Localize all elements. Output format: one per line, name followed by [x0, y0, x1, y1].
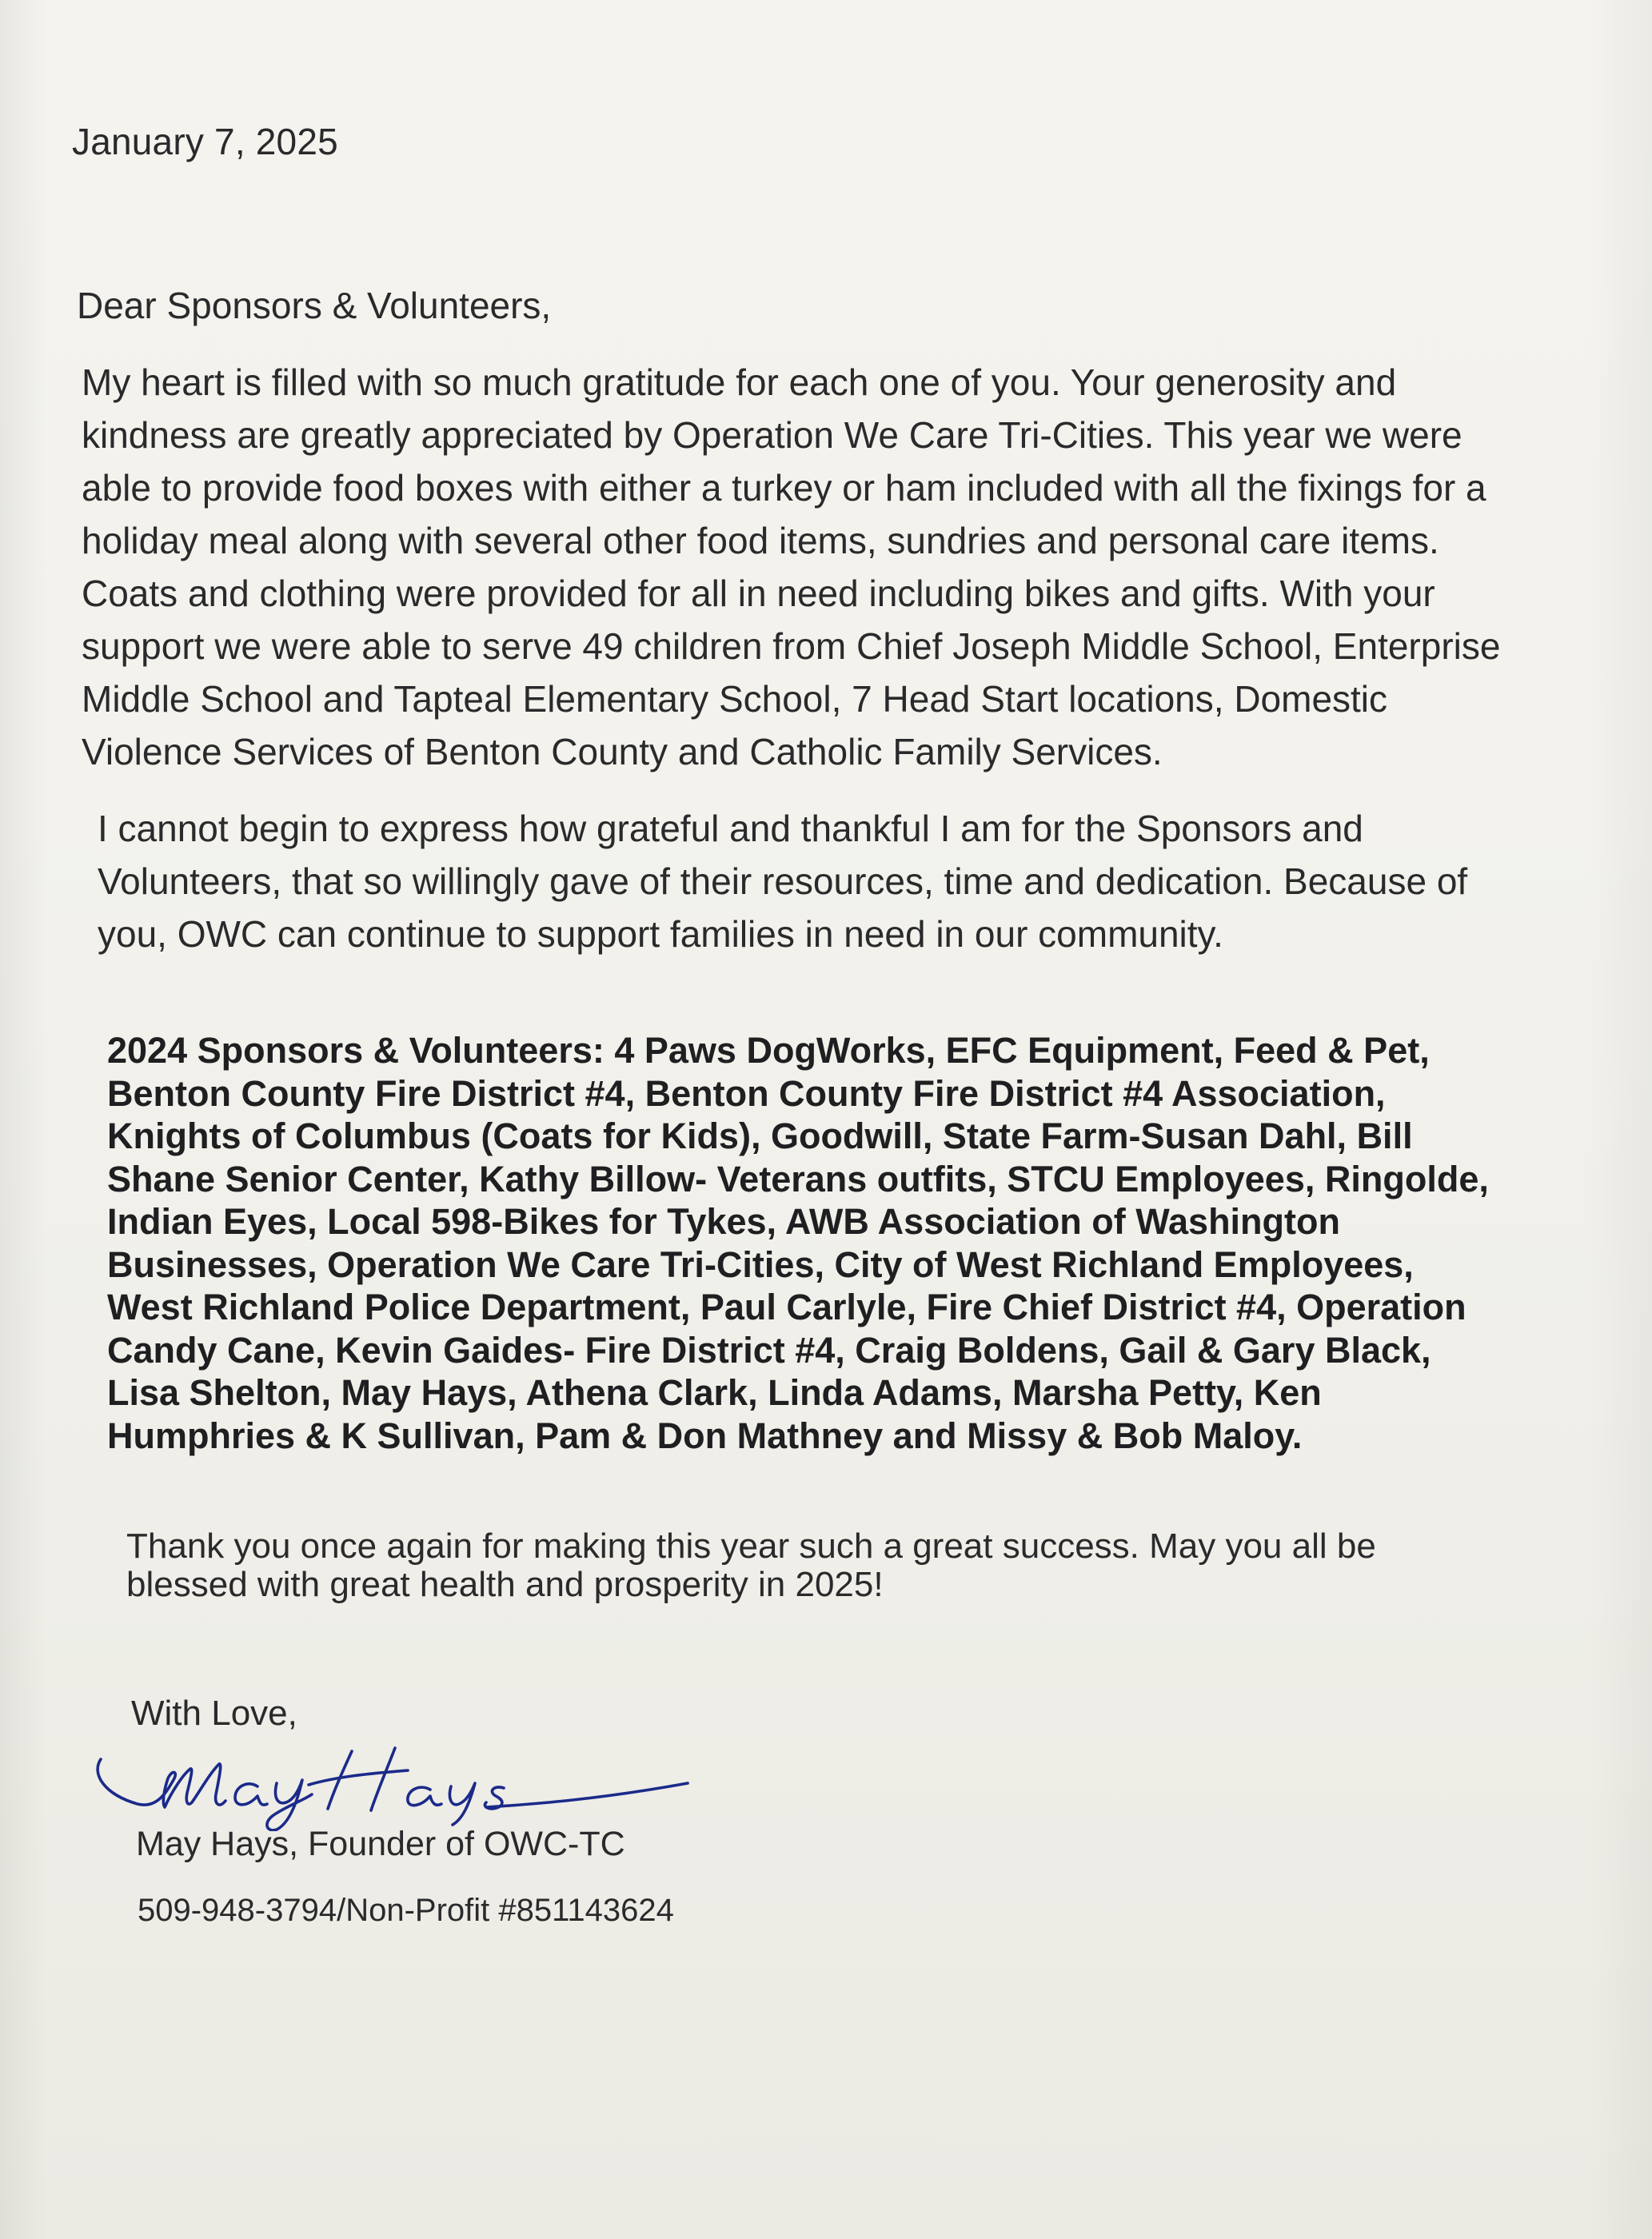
salutation: Dear Sponsors & Volunteers, — [77, 285, 552, 326]
paragraph-line: holiday meal along with several other food items, sundries and personal care items. — [82, 520, 1439, 561]
sponsors-line: Lisa Shelton, May Hays, Athena Clark, Linda Adams, Marsha Petty, Ken — [107, 1372, 1322, 1413]
paragraph-line: My heart is filled with so much gratitude for each one of you. Your generosity and — [82, 361, 1397, 403]
sponsors-line: Shane Senior Center, Kathy Billow- Veterans outfits, STCU Employees, Ringolde, — [107, 1158, 1489, 1199]
paragraph-line: I cannot begin to express how grateful and thankful I am for the Sponsors and — [98, 808, 1363, 849]
sponsors-line: West Richland Police Department, Paul Carlyle, Fire Chief District #4, Operation — [107, 1287, 1466, 1327]
paragraph-line: Violence Services of Benton County and Catholic Family Services. — [82, 731, 1163, 772]
paragraph-line: support we were able to serve 49 children from Chief Joseph Middle School, Enterprise — [82, 625, 1501, 667]
paper-shadow-left — [0, 0, 48, 2239]
contact-info: 509-948-3794/Non-Profit #851143624 — [138, 1893, 674, 1928]
sign-off: With Love, — [131, 1694, 297, 1733]
paragraph-line: Middle School and Tapteal Elementary School, 7 Head Start locations, Domestic — [82, 678, 1388, 720]
sponsors-line: Candy Cane, Kevin Gaides- Fire District #4, Craig Boldens, Gail & Gary Black, — [107, 1329, 1431, 1371]
handwritten-signature — [88, 1727, 696, 1831]
paragraph-line: Volunteers, that so willingly gave of their resources, time and dedication. Because of — [98, 860, 1468, 902]
sponsors-line: Indian Eyes, Local 598-Bikes for Tykes, AWB Association of Washington — [107, 1201, 1340, 1242]
body-paragraph-2 — [98, 802, 1467, 960]
sponsors-line: Businesses, Operation We Care Tri-Cities, City of West Richland Employees, — [107, 1243, 1414, 1285]
paragraph-line: you, OWC can continue to support families in need in our community. — [98, 913, 1223, 955]
sponsors-list — [107, 1029, 1489, 1457]
signer-name: May Hays, Founder of OWC-TC — [136, 1825, 625, 1863]
closing-line: Thank you once again for making this year such a great success. May you all be — [126, 1527, 1376, 1566]
letter-date: January 7, 2025 — [72, 121, 338, 162]
body-paragraph-1 — [82, 356, 1500, 778]
closing-line: blessed with great health and prosperity in 2025! — [126, 1565, 884, 1604]
paper-shadow-right — [1588, 0, 1652, 2239]
sponsors-line: 2024 Sponsors & Volunteers: 4 Paws DogWorks, EFC Equipment, Feed & Pet, — [107, 1030, 1430, 1071]
paragraph-line: able to provide food boxes with either a turkey or ham included with all the fixings for a — [82, 467, 1486, 509]
sponsors-line: Knights of Columbus (Coats for Kids), Goodwill, State Farm-Susan Dahl, Bill — [107, 1116, 1413, 1156]
sponsors-line: Humphries & K Sullivan, Pam & Don Mathney and Missy & Bob Maloy. — [107, 1415, 1303, 1456]
sponsors-line: Benton County Fire District #4, Benton County Fire District #4 Association, — [107, 1072, 1386, 1114]
paragraph-line: kindness are greatly appreciated by Operation We Care Tri-Cities. This year we were — [82, 414, 1462, 456]
paragraph-line: Coats and clothing were provided for all in need including bikes and gifts. With your — [82, 573, 1435, 614]
closing-paragraph — [126, 1527, 1376, 1604]
